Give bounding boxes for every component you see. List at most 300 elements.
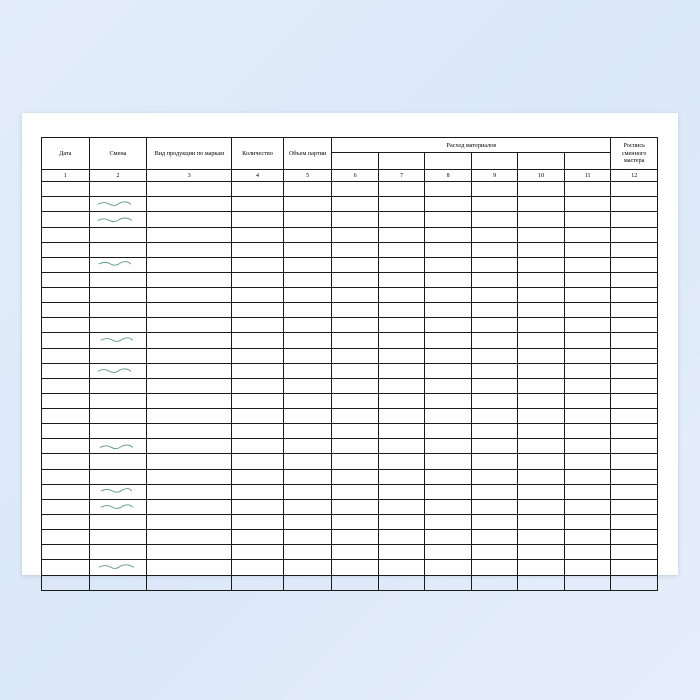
table-cell[interactable] xyxy=(332,378,379,393)
table-cell[interactable] xyxy=(42,469,90,484)
table-cell[interactable] xyxy=(471,499,518,514)
table-cell[interactable] xyxy=(564,318,611,333)
table-cell[interactable] xyxy=(232,484,284,499)
table-cell[interactable] xyxy=(332,303,379,318)
table-cell[interactable] xyxy=(425,227,472,242)
table-cell[interactable] xyxy=(332,363,379,378)
table-cell[interactable] xyxy=(611,182,658,197)
table-cell[interactable] xyxy=(471,409,518,424)
table-cell[interactable] xyxy=(518,409,565,424)
table-cell[interactable] xyxy=(89,515,147,530)
table-cell[interactable] xyxy=(232,288,284,303)
table-cell[interactable] xyxy=(611,575,658,590)
table-cell[interactable] xyxy=(42,378,90,393)
table-cell[interactable] xyxy=(89,272,147,287)
table-cell[interactable] xyxy=(611,515,658,530)
table-cell[interactable] xyxy=(89,363,147,378)
table-cell[interactable] xyxy=(518,424,565,439)
table-cell[interactable] xyxy=(332,242,379,257)
table-cell[interactable] xyxy=(611,348,658,363)
table-cell[interactable] xyxy=(42,318,90,333)
table-cell[interactable] xyxy=(283,393,332,408)
table-cell[interactable] xyxy=(564,484,611,499)
table-cell[interactable] xyxy=(611,227,658,242)
table-cell[interactable] xyxy=(42,363,90,378)
table-cell[interactable] xyxy=(564,348,611,363)
table-cell[interactable] xyxy=(147,303,232,318)
table-cell[interactable] xyxy=(378,363,425,378)
table-cell[interactable] xyxy=(89,439,147,454)
table-cell[interactable] xyxy=(147,318,232,333)
table-cell[interactable] xyxy=(89,257,147,272)
table-cell[interactable] xyxy=(425,257,472,272)
table-cell[interactable] xyxy=(564,530,611,545)
table-cell[interactable] xyxy=(378,545,425,560)
table-cell[interactable] xyxy=(378,303,425,318)
table-cell[interactable] xyxy=(332,257,379,272)
table-cell[interactable] xyxy=(147,469,232,484)
table-cell[interactable] xyxy=(564,257,611,272)
table-cell[interactable] xyxy=(425,409,472,424)
table-cell[interactable] xyxy=(564,469,611,484)
table-cell[interactable] xyxy=(42,454,90,469)
table-cell[interactable] xyxy=(378,439,425,454)
table-cell[interactable] xyxy=(283,348,332,363)
table-cell[interactable] xyxy=(232,560,284,575)
table-cell[interactable] xyxy=(518,560,565,575)
table-cell[interactable] xyxy=(471,348,518,363)
table-cell[interactable] xyxy=(518,197,565,212)
table-cell[interactable] xyxy=(332,197,379,212)
table-cell[interactable] xyxy=(147,454,232,469)
table-cell[interactable] xyxy=(378,348,425,363)
table-cell[interactable] xyxy=(147,272,232,287)
table-cell[interactable] xyxy=(147,348,232,363)
table-cell[interactable] xyxy=(564,272,611,287)
table-cell[interactable] xyxy=(425,318,472,333)
table-cell[interactable] xyxy=(425,454,472,469)
table-cell[interactable] xyxy=(564,212,611,227)
table-cell[interactable] xyxy=(332,439,379,454)
table-cell[interactable] xyxy=(283,545,332,560)
table-cell[interactable] xyxy=(232,212,284,227)
table-cell[interactable] xyxy=(518,242,565,257)
table-cell[interactable] xyxy=(147,393,232,408)
table-cell[interactable] xyxy=(611,499,658,514)
table-cell[interactable] xyxy=(518,182,565,197)
table-cell[interactable] xyxy=(232,363,284,378)
table-cell[interactable] xyxy=(518,439,565,454)
table-cell[interactable] xyxy=(332,575,379,590)
table-cell[interactable] xyxy=(89,242,147,257)
table-cell[interactable] xyxy=(564,439,611,454)
table-cell[interactable] xyxy=(42,257,90,272)
table-cell[interactable] xyxy=(425,182,472,197)
table-cell[interactable] xyxy=(611,409,658,424)
table-cell[interactable] xyxy=(332,318,379,333)
table-cell[interactable] xyxy=(564,182,611,197)
table-cell[interactable] xyxy=(471,272,518,287)
table-cell[interactable] xyxy=(283,575,332,590)
table-cell[interactable] xyxy=(425,393,472,408)
table-cell[interactable] xyxy=(89,469,147,484)
table-cell[interactable] xyxy=(89,182,147,197)
table-cell[interactable] xyxy=(332,515,379,530)
table-cell[interactable] xyxy=(471,303,518,318)
table-cell[interactable] xyxy=(564,409,611,424)
table-cell[interactable] xyxy=(378,182,425,197)
table-cell[interactable] xyxy=(518,545,565,560)
table-cell[interactable] xyxy=(425,484,472,499)
table-cell[interactable] xyxy=(518,333,565,348)
table-cell[interactable] xyxy=(378,484,425,499)
table-cell[interactable] xyxy=(232,454,284,469)
table-cell[interactable] xyxy=(89,303,147,318)
table-cell[interactable] xyxy=(518,484,565,499)
table-cell[interactable] xyxy=(42,545,90,560)
table-cell[interactable] xyxy=(611,242,658,257)
table-cell[interactable] xyxy=(147,424,232,439)
table-cell[interactable] xyxy=(283,333,332,348)
table-cell[interactable] xyxy=(518,530,565,545)
table-cell[interactable] xyxy=(471,484,518,499)
table-cell[interactable] xyxy=(89,484,147,499)
table-cell[interactable] xyxy=(378,197,425,212)
table-cell[interactable] xyxy=(332,469,379,484)
table-cell[interactable] xyxy=(147,484,232,499)
table-cell[interactable] xyxy=(471,182,518,197)
table-cell[interactable] xyxy=(89,575,147,590)
table-cell[interactable] xyxy=(425,530,472,545)
table-cell[interactable] xyxy=(471,197,518,212)
table-cell[interactable] xyxy=(378,499,425,514)
table-cell[interactable] xyxy=(232,439,284,454)
table-cell[interactable] xyxy=(564,575,611,590)
table-cell[interactable] xyxy=(425,469,472,484)
table-cell[interactable] xyxy=(283,303,332,318)
table-cell[interactable] xyxy=(89,288,147,303)
table-cell[interactable] xyxy=(518,318,565,333)
table-cell[interactable] xyxy=(518,515,565,530)
table-cell[interactable] xyxy=(283,257,332,272)
table-cell[interactable] xyxy=(89,318,147,333)
table-cell[interactable] xyxy=(378,393,425,408)
table-cell[interactable] xyxy=(42,575,90,590)
table-cell[interactable] xyxy=(232,515,284,530)
table-cell[interactable] xyxy=(518,363,565,378)
table-cell[interactable] xyxy=(147,363,232,378)
table-cell[interactable] xyxy=(471,560,518,575)
table-cell[interactable] xyxy=(471,469,518,484)
table-cell[interactable] xyxy=(425,242,472,257)
table-cell[interactable] xyxy=(564,197,611,212)
table-cell[interactable] xyxy=(564,454,611,469)
table-cell[interactable] xyxy=(518,288,565,303)
table-cell[interactable] xyxy=(378,378,425,393)
table-cell[interactable] xyxy=(42,515,90,530)
table-cell[interactable] xyxy=(147,515,232,530)
table-cell[interactable] xyxy=(611,454,658,469)
table-cell[interactable] xyxy=(611,197,658,212)
table-cell[interactable] xyxy=(283,242,332,257)
table-cell[interactable] xyxy=(232,333,284,348)
table-cell[interactable] xyxy=(425,575,472,590)
table-cell[interactable] xyxy=(564,545,611,560)
table-cell[interactable] xyxy=(471,363,518,378)
table-cell[interactable] xyxy=(232,257,284,272)
table-cell[interactable] xyxy=(425,515,472,530)
table-cell[interactable] xyxy=(378,257,425,272)
table-cell[interactable] xyxy=(611,424,658,439)
table-cell[interactable] xyxy=(471,454,518,469)
table-cell[interactable] xyxy=(147,560,232,575)
table-cell[interactable] xyxy=(611,333,658,348)
table-cell[interactable] xyxy=(42,303,90,318)
table-cell[interactable] xyxy=(471,439,518,454)
table-cell[interactable] xyxy=(518,348,565,363)
table-cell[interactable] xyxy=(232,530,284,545)
table-cell[interactable] xyxy=(378,212,425,227)
table-cell[interactable] xyxy=(147,257,232,272)
table-cell[interactable] xyxy=(147,545,232,560)
table-cell[interactable] xyxy=(611,393,658,408)
table-cell[interactable] xyxy=(232,393,284,408)
table-cell[interactable] xyxy=(564,499,611,514)
table-cell[interactable] xyxy=(471,242,518,257)
table-cell[interactable] xyxy=(283,454,332,469)
table-cell[interactable] xyxy=(283,515,332,530)
table-cell[interactable] xyxy=(378,515,425,530)
table-cell[interactable] xyxy=(42,484,90,499)
table-cell[interactable] xyxy=(518,272,565,287)
table-cell[interactable] xyxy=(425,272,472,287)
table-cell[interactable] xyxy=(42,182,90,197)
table-cell[interactable] xyxy=(232,227,284,242)
table-cell[interactable] xyxy=(425,348,472,363)
table-cell[interactable] xyxy=(283,560,332,575)
table-cell[interactable] xyxy=(378,227,425,242)
table-cell[interactable] xyxy=(42,227,90,242)
table-cell[interactable] xyxy=(564,333,611,348)
table-cell[interactable] xyxy=(471,318,518,333)
table-cell[interactable] xyxy=(147,530,232,545)
table-cell[interactable] xyxy=(564,393,611,408)
table-cell[interactable] xyxy=(232,378,284,393)
table-cell[interactable] xyxy=(378,560,425,575)
table-cell[interactable] xyxy=(611,469,658,484)
table-cell[interactable] xyxy=(425,545,472,560)
table-cell[interactable] xyxy=(232,182,284,197)
table-cell[interactable] xyxy=(283,378,332,393)
table-cell[interactable] xyxy=(232,348,284,363)
table-cell[interactable] xyxy=(147,575,232,590)
table-cell[interactable] xyxy=(611,545,658,560)
table-cell[interactable] xyxy=(471,288,518,303)
table-cell[interactable] xyxy=(378,409,425,424)
table-cell[interactable] xyxy=(147,182,232,197)
table-cell[interactable] xyxy=(425,424,472,439)
table-cell[interactable] xyxy=(611,530,658,545)
table-cell[interactable] xyxy=(42,499,90,514)
table-cell[interactable] xyxy=(283,272,332,287)
table-cell[interactable] xyxy=(232,409,284,424)
table-cell[interactable] xyxy=(471,575,518,590)
table-cell[interactable] xyxy=(611,212,658,227)
table-cell[interactable] xyxy=(332,560,379,575)
table-cell[interactable] xyxy=(332,454,379,469)
table-cell[interactable] xyxy=(283,318,332,333)
table-cell[interactable] xyxy=(425,288,472,303)
table-cell[interactable] xyxy=(425,333,472,348)
table-cell[interactable] xyxy=(42,409,90,424)
table-cell[interactable] xyxy=(471,530,518,545)
table-cell[interactable] xyxy=(89,393,147,408)
table-cell[interactable] xyxy=(518,378,565,393)
table-cell[interactable] xyxy=(42,393,90,408)
table-cell[interactable] xyxy=(471,424,518,439)
table-cell[interactable] xyxy=(564,227,611,242)
table-cell[interactable] xyxy=(378,469,425,484)
table-cell[interactable] xyxy=(332,424,379,439)
table-cell[interactable] xyxy=(89,409,147,424)
table-cell[interactable] xyxy=(232,545,284,560)
table-cell[interactable] xyxy=(611,439,658,454)
table-cell[interactable] xyxy=(89,454,147,469)
table-cell[interactable] xyxy=(471,545,518,560)
table-cell[interactable] xyxy=(425,499,472,514)
table-cell[interactable] xyxy=(425,303,472,318)
table-cell[interactable] xyxy=(378,242,425,257)
table-cell[interactable] xyxy=(611,484,658,499)
table-cell[interactable] xyxy=(611,363,658,378)
table-cell[interactable] xyxy=(425,378,472,393)
table-cell[interactable] xyxy=(425,560,472,575)
table-cell[interactable] xyxy=(471,515,518,530)
table-cell[interactable] xyxy=(471,333,518,348)
table-cell[interactable] xyxy=(564,242,611,257)
table-cell[interactable] xyxy=(42,560,90,575)
table-cell[interactable] xyxy=(147,439,232,454)
table-cell[interactable] xyxy=(518,454,565,469)
table-cell[interactable] xyxy=(147,212,232,227)
table-cell[interactable] xyxy=(283,409,332,424)
table-cell[interactable] xyxy=(332,530,379,545)
table-cell[interactable] xyxy=(425,363,472,378)
table-cell[interactable] xyxy=(283,499,332,514)
table-cell[interactable] xyxy=(378,530,425,545)
table-cell[interactable] xyxy=(42,424,90,439)
table-cell[interactable] xyxy=(518,303,565,318)
table-cell[interactable] xyxy=(332,393,379,408)
table-cell[interactable] xyxy=(283,227,332,242)
table-cell[interactable] xyxy=(42,348,90,363)
table-cell[interactable] xyxy=(564,515,611,530)
table-cell[interactable] xyxy=(147,197,232,212)
table-cell[interactable] xyxy=(518,499,565,514)
table-cell[interactable] xyxy=(518,469,565,484)
table-cell[interactable] xyxy=(564,303,611,318)
table-cell[interactable] xyxy=(283,212,332,227)
table-cell[interactable] xyxy=(283,363,332,378)
table-cell[interactable] xyxy=(42,272,90,287)
table-cell[interactable] xyxy=(332,499,379,514)
table-cell[interactable] xyxy=(42,439,90,454)
table-cell[interactable] xyxy=(471,257,518,272)
table-cell[interactable] xyxy=(147,333,232,348)
table-cell[interactable] xyxy=(232,469,284,484)
table-cell[interactable] xyxy=(471,393,518,408)
table-cell[interactable] xyxy=(283,288,332,303)
table-cell[interactable] xyxy=(332,212,379,227)
table-cell[interactable] xyxy=(378,575,425,590)
table-cell[interactable] xyxy=(89,227,147,242)
table-cell[interactable] xyxy=(147,499,232,514)
table-cell[interactable] xyxy=(283,439,332,454)
table-cell[interactable] xyxy=(232,575,284,590)
table-cell[interactable] xyxy=(611,272,658,287)
table-cell[interactable] xyxy=(471,378,518,393)
table-cell[interactable] xyxy=(89,499,147,514)
table-cell[interactable] xyxy=(147,227,232,242)
table-cell[interactable] xyxy=(425,197,472,212)
table-cell[interactable] xyxy=(378,318,425,333)
table-cell[interactable] xyxy=(564,560,611,575)
table-cell[interactable] xyxy=(89,378,147,393)
table-cell[interactable] xyxy=(89,560,147,575)
table-cell[interactable] xyxy=(232,303,284,318)
table-cell[interactable] xyxy=(42,197,90,212)
table-cell[interactable] xyxy=(332,288,379,303)
table-cell[interactable] xyxy=(232,272,284,287)
table-cell[interactable] xyxy=(283,484,332,499)
table-cell[interactable] xyxy=(378,424,425,439)
table-cell[interactable] xyxy=(42,530,90,545)
table-cell[interactable] xyxy=(283,182,332,197)
table-cell[interactable] xyxy=(232,197,284,212)
table-cell[interactable] xyxy=(425,439,472,454)
table-cell[interactable] xyxy=(89,348,147,363)
table-cell[interactable] xyxy=(332,409,379,424)
table-cell[interactable] xyxy=(471,227,518,242)
table-cell[interactable] xyxy=(89,333,147,348)
table-cell[interactable] xyxy=(332,348,379,363)
table-cell[interactable] xyxy=(378,454,425,469)
table-cell[interactable] xyxy=(283,424,332,439)
table-cell[interactable] xyxy=(518,257,565,272)
table-cell[interactable] xyxy=(283,197,332,212)
table-cell[interactable] xyxy=(42,333,90,348)
table-cell[interactable] xyxy=(89,212,147,227)
table-cell[interactable] xyxy=(89,424,147,439)
table-cell[interactable] xyxy=(611,257,658,272)
table-cell[interactable] xyxy=(232,499,284,514)
table-cell[interactable] xyxy=(42,212,90,227)
table-cell[interactable] xyxy=(332,272,379,287)
table-cell[interactable] xyxy=(471,212,518,227)
table-cell[interactable] xyxy=(378,333,425,348)
table-cell[interactable] xyxy=(611,378,658,393)
table-cell[interactable] xyxy=(611,303,658,318)
table-cell[interactable] xyxy=(147,288,232,303)
table-cell[interactable] xyxy=(611,288,658,303)
table-cell[interactable] xyxy=(147,242,232,257)
table-cell[interactable] xyxy=(89,545,147,560)
table-cell[interactable] xyxy=(42,288,90,303)
table-cell[interactable] xyxy=(378,288,425,303)
table-cell[interactable] xyxy=(425,212,472,227)
table-cell[interactable] xyxy=(332,227,379,242)
table-cell[interactable] xyxy=(332,333,379,348)
